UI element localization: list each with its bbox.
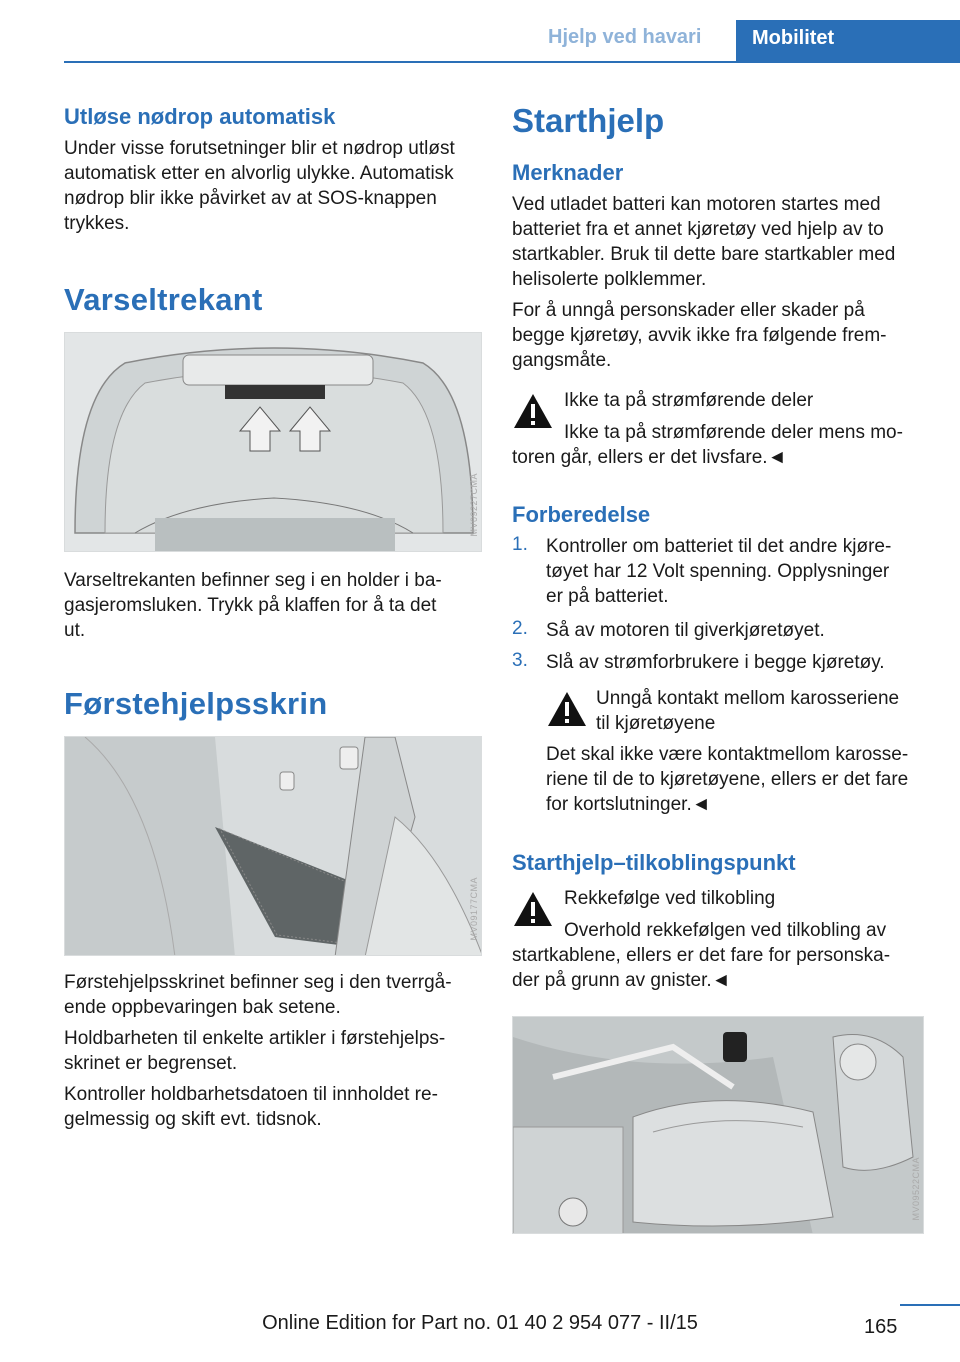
step-number: 2. [512, 618, 528, 639]
text-line: Holdbarheten til enkelte artikler i førstehjelps‐ [64, 1028, 446, 1049]
text-line: Varseltrekanten befinner seg i en holder i ba‐ [64, 570, 442, 591]
text-line: skrinet er begrenset. [64, 1053, 238, 1074]
rear-storage-drawing [65, 737, 482, 956]
forstehjelp-paragraph-2 [64, 1026, 484, 1076]
warning-3-body [512, 943, 932, 993]
text-line: batteriet fra et annet kjøretøy ved hjelp av to [512, 219, 884, 240]
text-line: for kortslutninger.◄ [546, 794, 711, 815]
text-line: helisolerte polklemmer. [512, 269, 707, 290]
text-line: begge kjøretøy, avvik ikke fra følgende frem‐ [512, 325, 887, 346]
tilkoblingspunkt-heading: Starthjelp–tilkoblingspunkt [512, 850, 796, 875]
warning-triangle-icon [546, 690, 588, 728]
image-code: MV09227CMA [469, 473, 479, 537]
text-line: Kontroller om batteriet til det andre kjøre‐ [546, 536, 892, 557]
merknader-paragraph-1 [512, 192, 932, 292]
text-line: automatisk etter en alvorlig ulykke. Automatisk [64, 163, 454, 184]
warning-1-line: Ikke ta på strømførende deler mens mo‐ [564, 422, 903, 443]
merknader-heading: Merknader [512, 160, 624, 185]
image-code: MV09177CMA [469, 877, 479, 941]
starthjelp-heading: Starthjelp [512, 102, 665, 139]
warning-triangle-icon [512, 392, 554, 430]
first-aid-kit-illustration [64, 736, 482, 956]
text-line: tøyet har 12 Volt spenning. Opplysninger [546, 561, 890, 582]
text-line: gelmessig og skift evt. tidsnok. [64, 1109, 322, 1130]
warning-3-title: Rekkefølge ved tilkobling [564, 888, 776, 909]
step-text [546, 534, 936, 609]
footer-edition: Online Edition for Part no. 01 40 2 954 077 - II/15 [262, 1312, 698, 1334]
text-line: nødrop blir ikke påvirket av at SOS-knappen [64, 188, 437, 209]
warning-3-line: Overhold rekkefølgen ved tilkobling av [564, 920, 887, 941]
text-line: er på batteriet. [546, 586, 669, 607]
header-chapter-tab: Mobilitet [736, 20, 960, 62]
text-line: startkablene, ellers er det fare for personska‐ [512, 945, 891, 966]
engine-bay-drawing [513, 1017, 924, 1234]
header-section-label: Hjelp ved havari [548, 26, 702, 48]
warning-2-title: til kjøretøyene [596, 713, 716, 734]
warning-1-line: toren går, ellers er det livsfare.◄ [512, 447, 787, 468]
text-line: Under visse forutsetninger blir et nødrop utløst [64, 138, 455, 159]
warning-1-title: Ikke ta på strømførende deler [564, 390, 814, 411]
text-line: startkabler. Bruk til dette bare startkabler med [512, 244, 896, 265]
text-line: gangsmåte. [512, 350, 612, 371]
forberedelse-heading: Forberedelse [512, 502, 651, 527]
warning-triangle-icon [512, 890, 554, 928]
merknader-paragraph-2 [512, 298, 932, 373]
varseltrekant-paragraph [64, 568, 484, 643]
text-line: Det skal ikke være kontaktmellom karosse‐ [546, 744, 909, 765]
text-line: Førstehjelpsskrinet befinner seg i den tverrgå‐ [64, 972, 452, 993]
text-line: riene til de to kjøretøyene, ellers er det fare [546, 769, 909, 790]
step-text: Slå av strømforbrukere i begge kjøretøy. [546, 652, 885, 673]
footer-rule [900, 1304, 960, 1306]
text-line: For å unngå personskader eller skader på [512, 300, 865, 321]
forstehjelp-paragraph-3 [64, 1082, 484, 1132]
text-line: gasjeromsluken. Trykk på klaffen for å ta det [64, 595, 437, 616]
trunk-lid-drawing [65, 333, 482, 552]
warning-2-body [546, 742, 936, 817]
varseltrekant-heading: Varseltrekant [64, 282, 263, 317]
engine-bay-illustration [512, 1016, 924, 1234]
text-line: Ved utladet batteri kan motoren startes med [512, 194, 881, 215]
text-line: der på grunn av gnister.◄ [512, 970, 731, 991]
image-code: MV09522CMA [911, 1157, 921, 1221]
text-line: ende oppbevaringen bak setene. [64, 997, 341, 1018]
step-text: Så av motoren til giverkjøretøyet. [546, 620, 825, 641]
nodrop-heading: Utløse nødrop automatisk [64, 104, 336, 129]
header-rule [64, 61, 960, 63]
step-number: 1. [512, 534, 528, 555]
step-number: 3. [512, 650, 528, 671]
forstehjelp-heading: Førstehjelpsskrin [64, 686, 328, 721]
warning-2-title: Unngå kontakt mellom karosseriene [596, 688, 900, 709]
text-line: Kontroller holdbarhetsdatoen til innholdet re‐ [64, 1084, 438, 1105]
nodrop-paragraph [64, 136, 484, 236]
text-line: ut. [64, 620, 86, 641]
page-number: 165 [864, 1316, 898, 1338]
warning-triangle-illustration [64, 332, 482, 552]
text-line: trykkes. [64, 213, 130, 234]
forstehjelp-paragraph-1 [64, 970, 484, 1020]
